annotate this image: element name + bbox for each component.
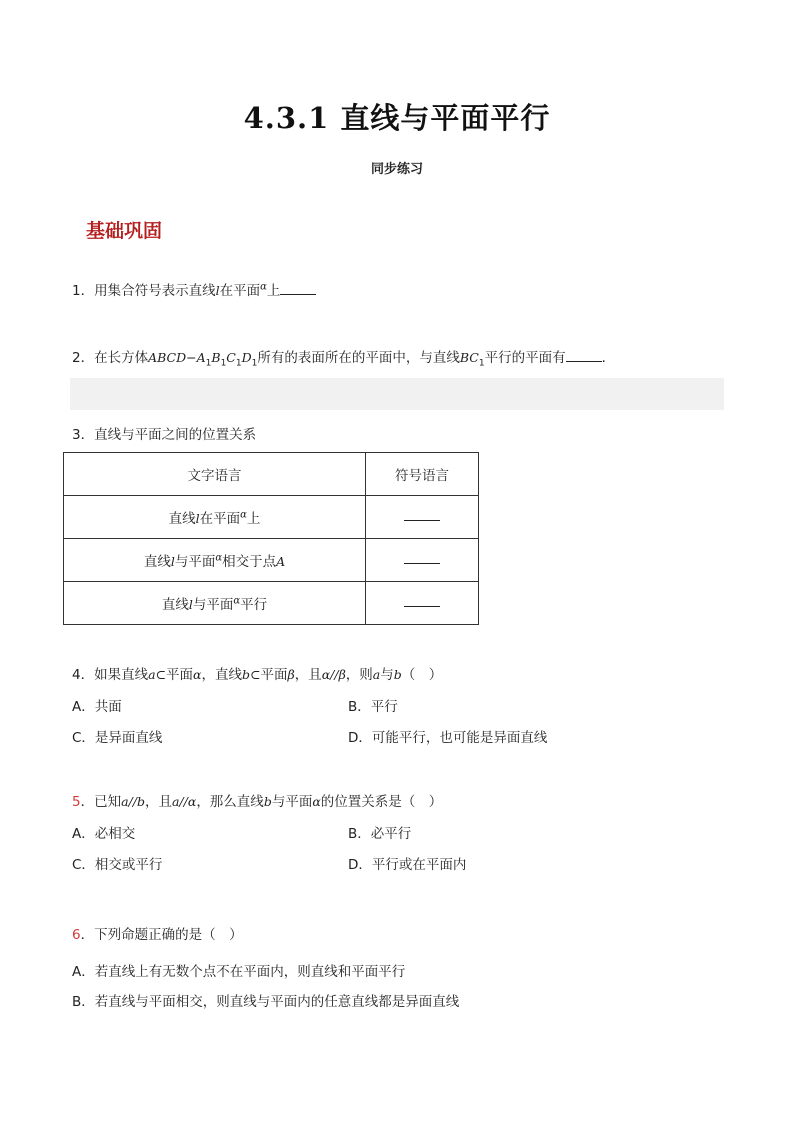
- table-row: [64, 582, 479, 625]
- question-5: 5．已知a//b，且a//α，那么直线b与平面α的位置关系是（ ）: [72, 794, 443, 810]
- table-cell[interactable]: [366, 539, 479, 582]
- question-1: 1．用集合符号表示直线l在平面$^\alpha$上: [72, 279, 316, 299]
- option-a[interactable]: A．必相交: [72, 826, 136, 842]
- answer-blank[interactable]: [404, 553, 440, 564]
- page-title: 4.3.1 直线与平面平行: [243, 101, 551, 135]
- option-d[interactable]: D．可能平行，也可能是异面直线: [348, 730, 548, 746]
- question-6: 6．下列命题正确的是（ ）: [72, 927, 243, 943]
- option-b[interactable]: B．必平行: [348, 826, 412, 842]
- answer-blank[interactable]: [280, 284, 316, 295]
- table-cell[interactable]: [366, 582, 479, 625]
- table-cell: 直线l在平面$^\alpha$上: [64, 496, 366, 539]
- table-header: 文字语言: [64, 453, 366, 496]
- option-a[interactable]: A．若直线上有无数个点不在平面内，则直线和平面平行: [72, 964, 406, 980]
- question-3: 3．直线与平面之间的位置关系: [72, 427, 257, 443]
- section-title: 基础巩固: [86, 220, 163, 242]
- option-b[interactable]: B．若直线与平面相交，则直线与平面内的任意直线都是异面直线: [72, 994, 460, 1010]
- question-2: 2．在长方体$ABCD-A_1B_1C_1D_1$所有的表面所在的平面中，与直线$BC_1$平行的平面有 ．: [72, 350, 616, 369]
- question-number: 1．: [72, 283, 95, 299]
- option-a[interactable]: A．共面: [72, 699, 122, 715]
- table-header: 符号语言: [366, 453, 479, 496]
- answer-blank[interactable]: [404, 510, 440, 521]
- answer-area[interactable]: [70, 378, 724, 410]
- question-4: 4．如果直线a⊂平面α，直线b⊂平面β，且α//β，则a与b（ ）: [72, 667, 443, 683]
- table-row: [64, 539, 479, 582]
- answer-blank[interactable]: [566, 351, 602, 362]
- table-row: [64, 496, 479, 539]
- table-cell[interactable]: [366, 496, 479, 539]
- table-cell: 直线l与平面$^\alpha$平行: [64, 582, 366, 625]
- option-d[interactable]: D．平行或在平面内: [348, 857, 467, 873]
- page-subtitle: 同步练习: [370, 162, 423, 177]
- relation-table: [63, 452, 479, 625]
- option-c[interactable]: C．是异面直线: [72, 730, 163, 746]
- option-b[interactable]: B．平行: [348, 699, 398, 715]
- table-cell: 直线l与平面$^\alpha$相交于点A: [64, 539, 366, 582]
- option-c[interactable]: C．相交或平行: [72, 857, 163, 873]
- table-header-row: [64, 453, 479, 496]
- answer-blank[interactable]: [404, 596, 440, 607]
